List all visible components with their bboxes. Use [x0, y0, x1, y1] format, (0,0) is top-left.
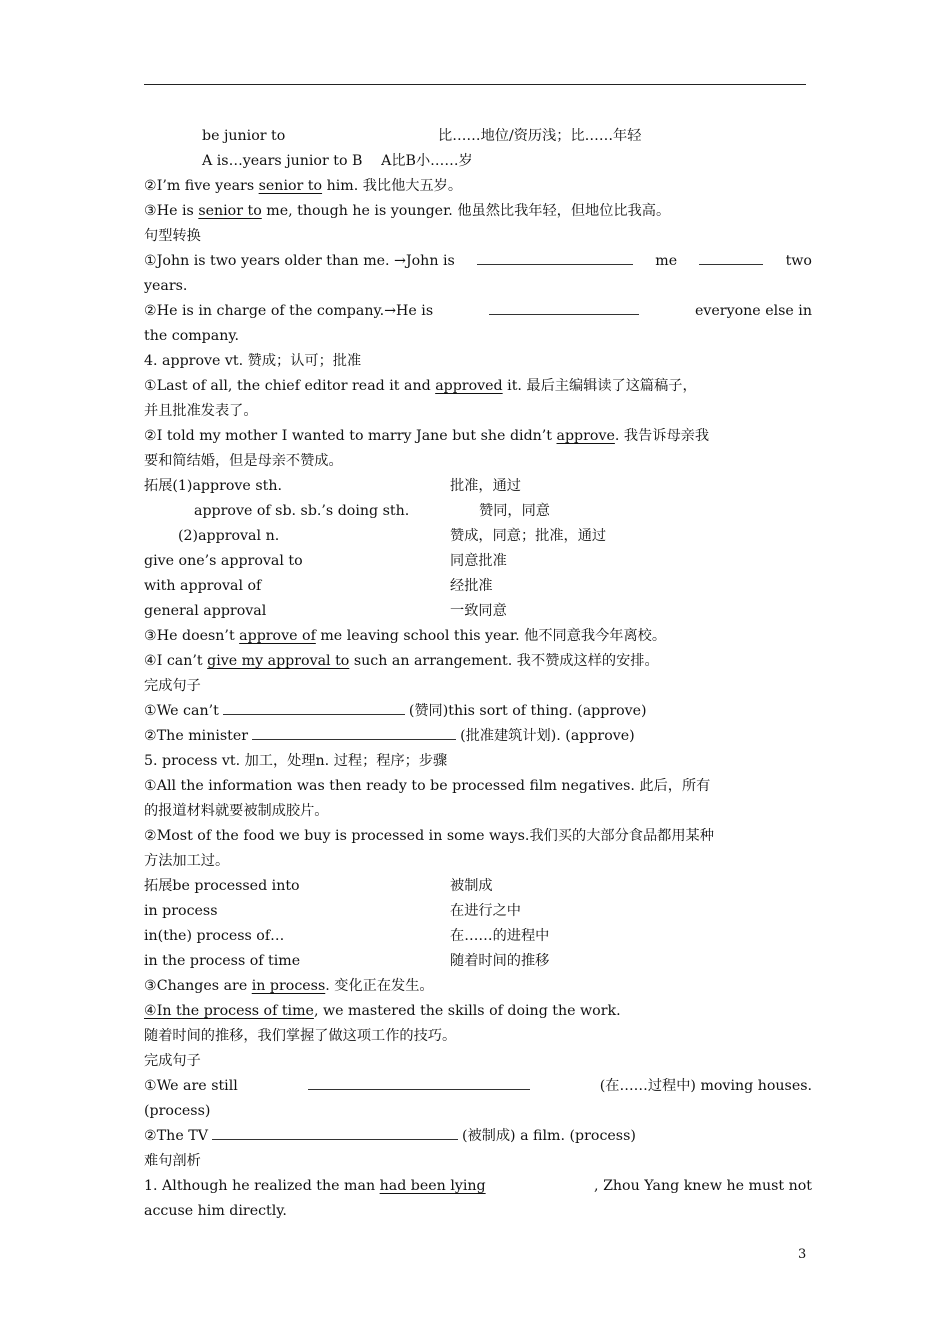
page-body [144, 124, 812, 1224]
extension-row: general approval 一致同意 [144, 603, 507, 619]
example-sentence: ③He doesn’t approve of me leaving school this year. 他不同意我今年离校。 [144, 628, 667, 644]
text-line [144, 124, 812, 149]
exercise-line: ②The TV (被制成) a film. (process) [144, 1124, 812, 1149]
extension-row: 拓展(1)approve sth. 批准，通过 [144, 478, 521, 494]
section-heading: 完成句子 [144, 1053, 201, 1069]
text-line: 并且批准发表了。 [144, 403, 258, 419]
example-sentence: ③He is senior to me, though he is younger. 他虽然比我年轻，但地位比我高。 [144, 203, 671, 219]
extension-row: in process 在进行之中 [144, 903, 521, 919]
answer-blank [699, 249, 763, 265]
answer-blank [252, 724, 456, 740]
section-heading: 句型转换 [144, 228, 201, 244]
answer-blank [477, 249, 633, 265]
text-line: 要和简结婚，但是母亲不赞成。 [144, 453, 343, 469]
text-line: 随着时间的推移，我们掌握了做这项工作的技巧。 [144, 1028, 457, 1044]
page-number: 3 [798, 1247, 807, 1262]
example-sentence: ②I’m five years senior to him. 我比他大五岁。 [144, 178, 463, 194]
extension-row: (2)approval n. 赞成，同意；批准，通过 [178, 528, 607, 544]
example-sentence: ①Last of all, the chief editor read it and approved it. 最后主编辑读了这篇稿子， [144, 378, 697, 394]
text-line: 方法加工过。 [144, 853, 230, 869]
section-heading: 难句剖析 [144, 1153, 201, 1169]
underlined-phrase: approve of [239, 628, 316, 644]
extension-row: in(the) process of… 在……的进程中 [144, 928, 550, 944]
meaning: 比……地位/资历浅；比……年轻 [438, 128, 642, 144]
extension-row: 拓展be processed into 被制成 [144, 878, 493, 894]
extension-row: give one’s approval to 同意批准 [144, 553, 507, 569]
text-line: accuse him directly. [144, 1203, 287, 1219]
underlined-phrase: senior to [198, 203, 262, 219]
exercise-line: ①We are still (在……过程中) moving houses. [144, 1074, 812, 1099]
underlined-phrase: ④In the process of time [144, 1003, 314, 1019]
example-sentence: ①All the information was then ready to be processed film negatives. 此后，所有 [144, 778, 711, 794]
underlined-phrase: give my approval to [207, 653, 350, 669]
underlined-phrase: in process [251, 978, 326, 994]
example-sentence: ②I told my mother I wanted to marry Jane but she didn’t approve. 我告诉母亲我 [144, 428, 710, 444]
example-sentence: ②Most of the food we buy is processed in some ways.我们买的大部分食品都用某种 [144, 828, 714, 844]
underlined-phrase: approved [435, 378, 503, 394]
vocab-heading: 4. approve vt. 赞成；认可；批准 [144, 353, 362, 369]
phrase: be junior to [202, 128, 286, 144]
exercise-line: ①John is two years older than me. →John is me two [144, 249, 812, 274]
example-sentence: ③Changes are in process. 变化正在发生。 [144, 978, 434, 994]
section-heading: 完成句子 [144, 678, 201, 694]
exercise-line: ①We can’t (赞同)this sort of thing. (approve) [144, 699, 812, 724]
answer-blank [308, 1074, 530, 1090]
text-line: 的报道材料就要被制成胶片。 [144, 803, 329, 819]
text-line: years. [144, 278, 188, 294]
example-sentence: ④I can’t give my approval to such an arrangement. 我不赞成这样的安排。 [144, 653, 659, 669]
text-line: the company. [144, 328, 240, 344]
text-line: (process) [144, 1103, 211, 1119]
example-sentence: 1. Although he realized the man had been lying , Zhou Yang knew he must not [144, 1178, 812, 1194]
header-rule [144, 84, 806, 85]
extension-row: in the process of time 随着时间的推移 [144, 953, 550, 969]
answer-blank [212, 1124, 458, 1140]
exercise-line: ②The minister (批准建筑计划). (approve) [144, 724, 812, 749]
answer-blank [223, 699, 405, 715]
answer-blank [489, 299, 639, 315]
text-line: A is…years junior to B A比B小……岁 [202, 153, 473, 169]
vocab-heading: 5. process vt. 加工，处理n. 过程；程序；步骤 [144, 753, 448, 769]
underlined-phrase: approve [556, 428, 615, 444]
underlined-phrase: senior to [258, 178, 323, 194]
underlined-phrase: had been lying [379, 1178, 486, 1194]
example-sentence: ④In the process of time, we mastered the skills of doing the work. [144, 1003, 621, 1019]
extension-row: with approval of 经批准 [144, 578, 493, 594]
exercise-line: ②He is in charge of the company.→He is everyone else in [144, 299, 812, 324]
extension-row: approve of sb. sb.’s doing sth. 赞同，同意 [194, 503, 550, 519]
